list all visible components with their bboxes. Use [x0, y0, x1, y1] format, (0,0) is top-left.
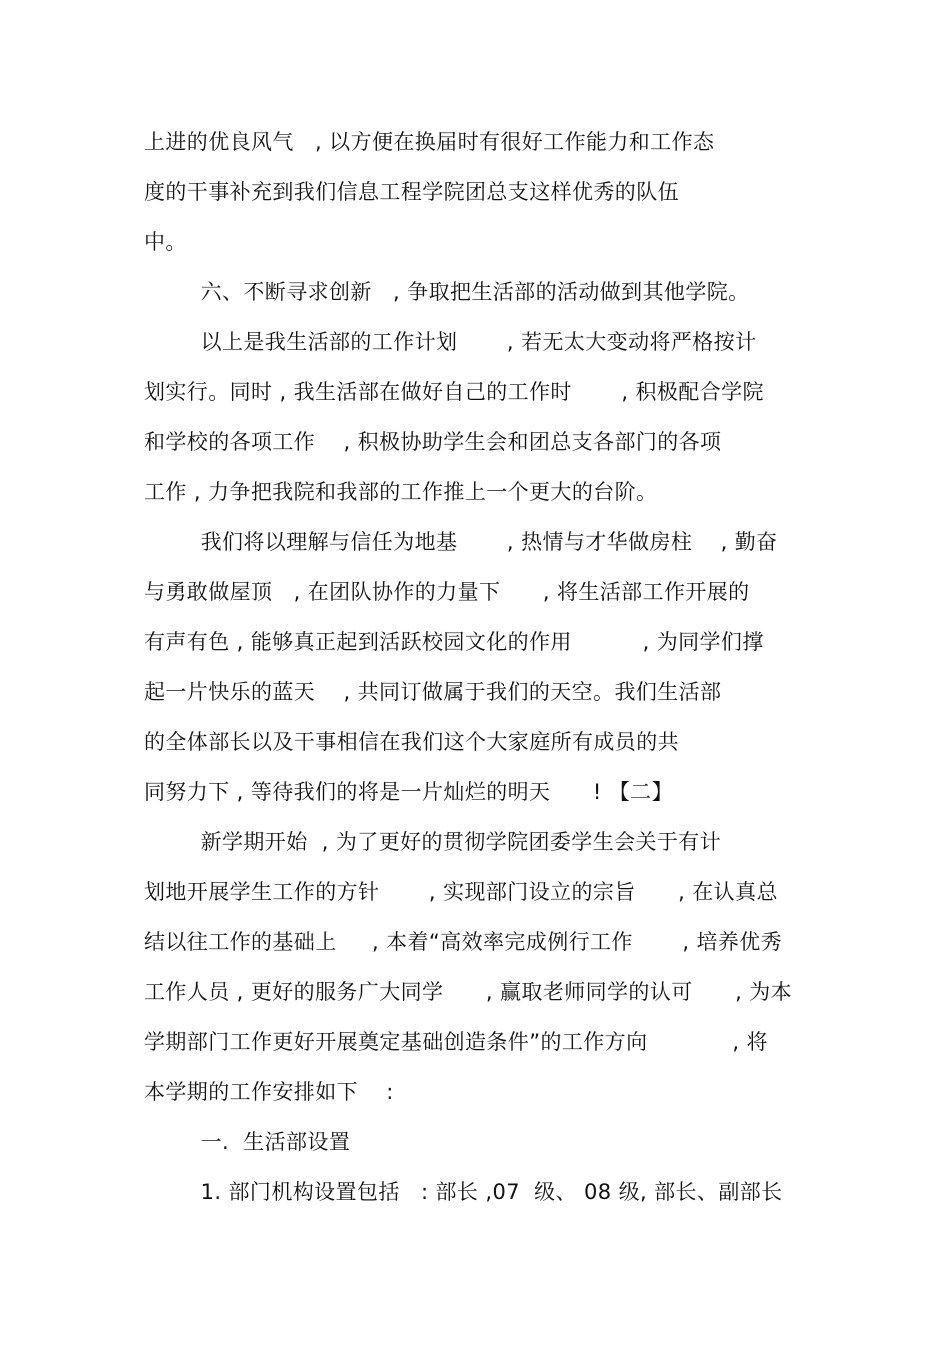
- text-line-16: 划地开展学生工作的方针 , 实现部门设立的宗旨 , 在认真总: [144, 880, 778, 904]
- text-line-11: 有声有色 , 能够真正起到活跃校园文化的作用 , 为同学们撑: [144, 630, 764, 654]
- text-line-20: 本学期的工作安排如下 :: [144, 1080, 394, 1104]
- text-line-12: 起一片快乐的蓝天 , 共同订做属于我们的天空。我们生活部: [144, 680, 722, 704]
- text-line-14: 同努力下 , 等待我们的将是一片灿烂的明天 ! 【二】: [144, 780, 673, 804]
- text-line-7: 和学校的各项工作 , 积极协助学生会和团总支各部门的各项: [144, 430, 722, 454]
- text-line-21: 一. 生活部设置: [144, 1130, 351, 1154]
- text-line-15: 新学期开始 , 为了更好的贯彻学院团委学生会关于有计: [144, 830, 722, 854]
- text-line-8: 工作 , 力争把我院和我部的工作推上一个更大的台阶。: [144, 480, 658, 504]
- text-line-6: 划实行。同时 , 我生活部在做好自己的工作时 , 积极配合学院: [144, 380, 764, 404]
- text-line-18: 工作人员 , 更好的服务广大同学 , 赢取老师同学的认可 , 为本: [144, 980, 793, 1004]
- text-line-13: 的全体部长以及干事相信在我们这个大家庭所有成员的共: [144, 730, 679, 754]
- text-line-5: 以上是我生活部的工作计划 , 若无太大变动将严格按计: [144, 330, 757, 354]
- text-line-9: 我们将以理解与信任为地基 , 热情与才华做房柱 , 勤奋: [144, 530, 778, 554]
- text-line-2: 度的干事补充到我们信息工程学院团总支这样优秀的队伍: [144, 180, 679, 204]
- text-line-17: 结以往工作的基础上 , 本着“高效率完成例行工作 , 培养优秀: [144, 930, 783, 954]
- text-line-10: 与勇敢做屋顶 , 在团队协作的力量下 , 将生活部工作开展的: [144, 580, 750, 604]
- text-line-4: 六、不断寻求创新 , 争取把生活部的活动做到其他学院。: [144, 280, 750, 304]
- text-line-1: 上进的优良风气 , 以方便在换届时有很好工作能力和工作态: [144, 130, 715, 154]
- text-line-3: 中。: [144, 230, 187, 254]
- text-line-22: 1. 部门机构设置包括 : 部长 ,07 级、 08 级, 部长、副部长: [144, 1180, 783, 1204]
- text-line-19: 学期部门工作更好开展奠定基础创造条件”的工作方向 , 将: [144, 1030, 768, 1054]
